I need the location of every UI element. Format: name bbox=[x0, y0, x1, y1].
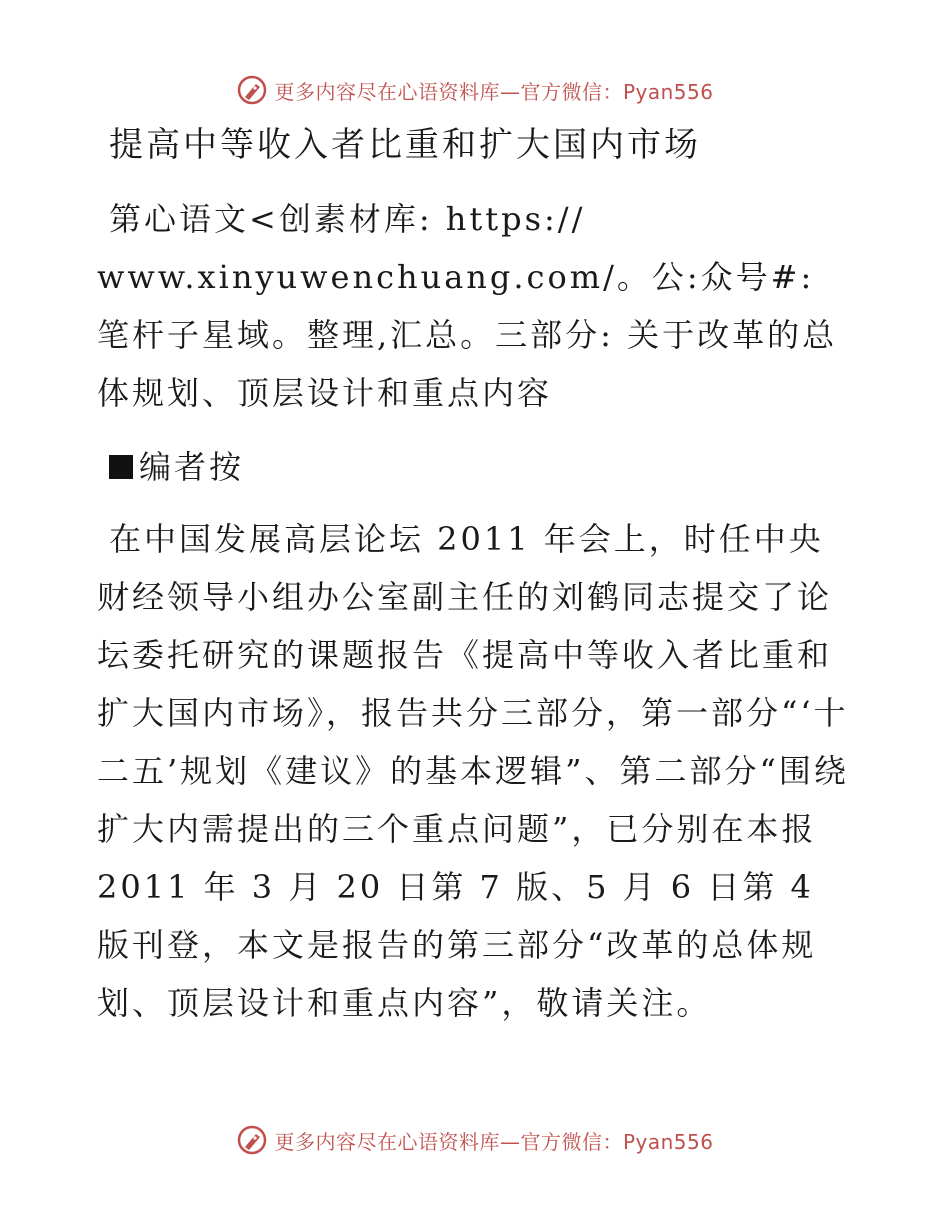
editor-note-heading: 编者按 bbox=[139, 448, 245, 486]
document-title: 提高中等收入者比重和扩大国内市场 bbox=[109, 125, 701, 165]
watermark-header bbox=[0, 70, 950, 110]
document-body bbox=[97, 120, 857, 1032]
watermark-text: 更多内容尽在心语资料库—官方微信：Pyan556 bbox=[274, 79, 714, 104]
watermark-text: 更多内容尽在心语资料库—官方微信：Pyan556 bbox=[274, 1129, 714, 1154]
editor-note-heading-row bbox=[97, 438, 857, 496]
watermark-footer bbox=[0, 1120, 950, 1160]
black-square-icon bbox=[109, 455, 133, 479]
pen-nib-circle-logo-icon bbox=[236, 1124, 268, 1156]
editor-note-body: 在中国发展高层论坛 2011 年会上，时任中央财经领导小组办公室副主任的刘鹤同志提交了论坛委托研究的课题报告《提高中等收入者比重和扩大国内市场》，报告共分三部分，第一部分“‘十二五’规划《建议》的基本逻辑”、第二部分“围绕扩大内需提出的三个重点问题”，已分别在本报 2011 年 3 月 20 日第 7 版、5 月 6 日第 4 版刊登，本文是报告的第三部分“改革的总体规划、顶层设计和重点内容”，敬请关注。 bbox=[97, 520, 849, 1022]
pen-nib-circle-logo-icon bbox=[236, 74, 268, 106]
source-note: 第心语文<创素材库: https:// www.xinyuwenchuang.com/。公:众号#: 笔杆子星域。整理,汇总。三部分: 关于改革的总体规划、顶层设计和重点内容 bbox=[97, 200, 838, 412]
